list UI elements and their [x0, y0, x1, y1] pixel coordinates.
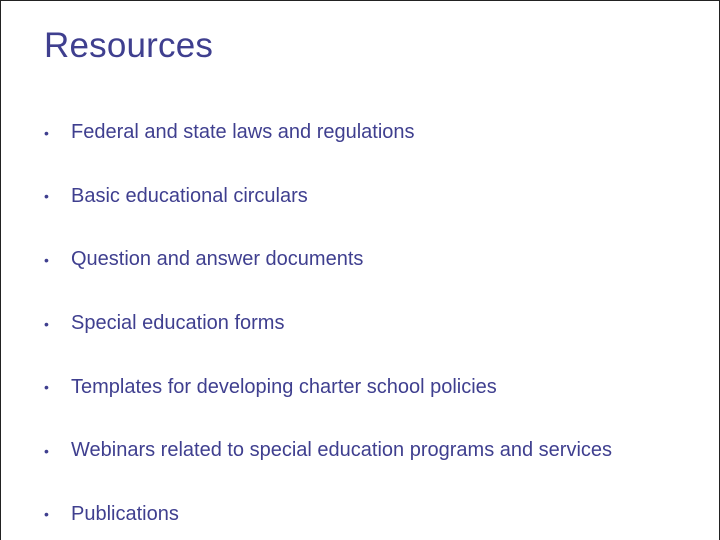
bullet-text: Publications — [71, 502, 179, 525]
bullet-text: Templates for developing charter school policies — [71, 375, 497, 398]
bullet-icon: • — [44, 188, 49, 205]
bullet-item-forms — [44, 292, 612, 356]
bullet-item-publications — [44, 483, 612, 540]
slide-title: Resources — [44, 26, 214, 65]
bullet-text: Basic educational circulars — [71, 184, 308, 207]
bullet-list — [44, 101, 612, 540]
bullet-icon: • — [44, 506, 49, 523]
bullet-item-qa-documents — [44, 228, 612, 292]
bullet-item-laws — [44, 101, 612, 165]
bullet-item-webinars — [44, 419, 612, 483]
bullet-icon: • — [44, 315, 49, 332]
bullet-item-templates — [44, 355, 612, 419]
bullet-item-circulars — [44, 165, 612, 229]
bullet-icon: • — [44, 379, 49, 396]
bullet-text: Webinars related to special education programs and services — [71, 439, 613, 462]
bullet-icon: • — [44, 251, 49, 268]
bullet-text: Special education forms — [71, 312, 285, 335]
bullet-icon: • — [44, 442, 49, 459]
bullet-text: Federal and state laws and regulations — [71, 121, 415, 144]
bullet-icon: • — [44, 124, 49, 141]
bullet-text: Question and answer documents — [71, 248, 364, 271]
